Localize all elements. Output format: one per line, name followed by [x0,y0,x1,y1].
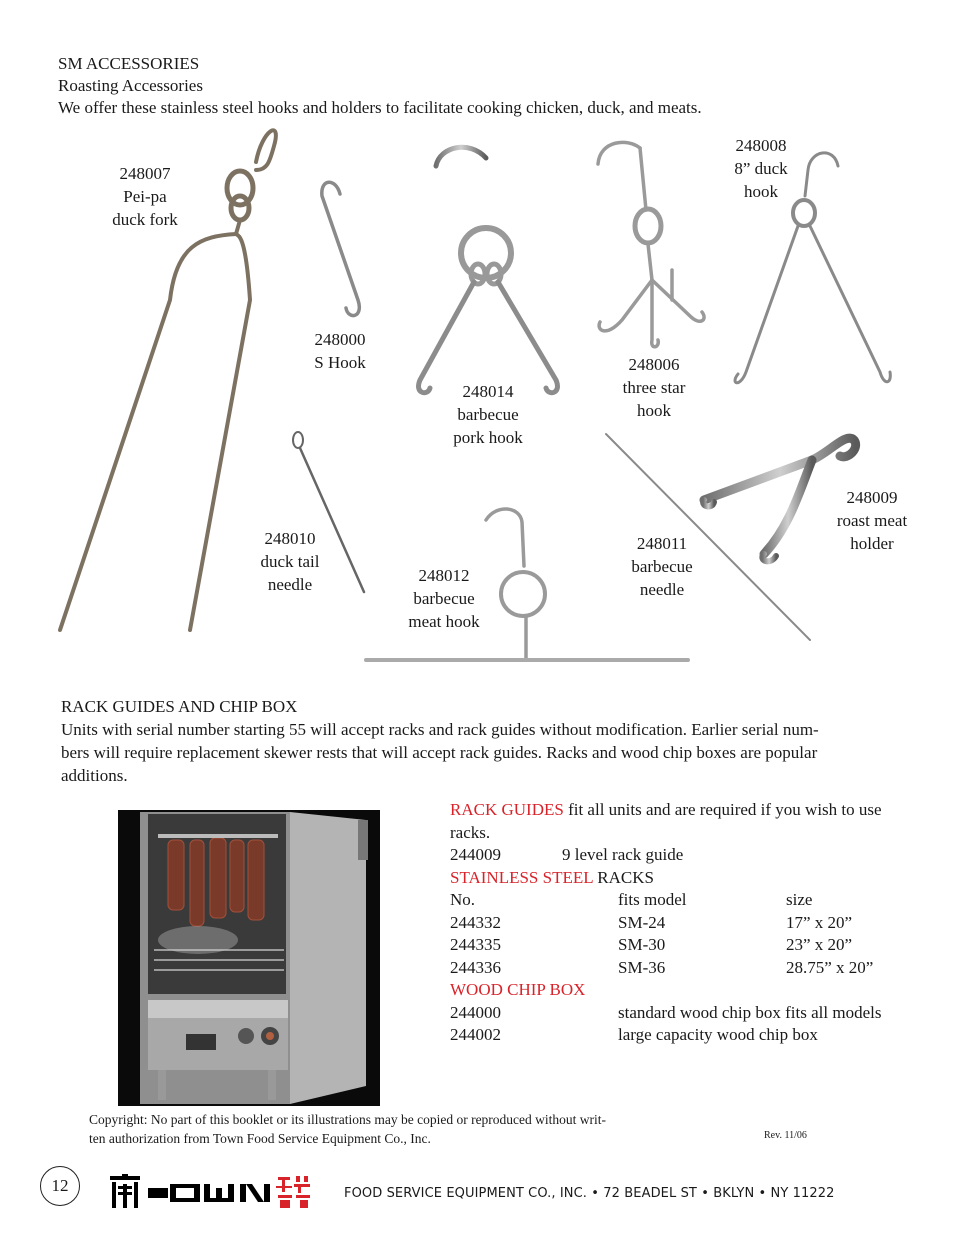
rack-section-line-1: Units with serial number starting 55 will accept racks and rack guides without modification. Earlier serial num- [61,720,819,739]
racks-table-header: No. fits model size [450,890,813,909]
section-title: SM ACCESSORIES [58,54,200,73]
item-caption-248007: 248007 Pei-pa duck fork [112,164,178,229]
logo-house-icon [110,1174,140,1208]
item-caption-248008: 248008 8” duck hook [734,136,788,201]
page-number: 12 [40,1166,80,1206]
item-caption-248014: 248014 barbecue pork hook [453,382,523,447]
item-caption-248006: 248006 three star hook [622,355,686,420]
item-caption-248009: 248009 roast meat holder [836,488,908,553]
stainless-label: STAINLESS STEEL [450,867,593,887]
subsection-title: Roasting Accessories [58,76,203,95]
table-row: 244332 SM-24 17” x 20” [450,912,853,932]
table-row: 244336 SM-36 28.75” x 20” [450,957,874,977]
smoker-photo [118,810,380,1106]
wood-chip-label: WOOD CHIP BOX [450,980,586,999]
table-row: 244000 standard wood chip box fits all models [450,1002,882,1022]
specs-panel [450,799,940,1047]
rack-section-title: RACK GUIDES AND CHIP BOX [61,697,298,716]
table-row: 244002 large capacity wood chip box [450,1025,818,1044]
copyright-notice: Copyright: No part of this booklet or its illustrations may be copied or reproduced without writ- ten authorization from Town Food Service Equipment Co., Inc. [89,1112,607,1146]
rack-section-line-2: bers will require replacement skewer rests that will accept rack guides. Racks and wood chip boxes are popular [61,743,818,762]
stainless-racks-line: STAINLESS STEEL RACKS [450,867,654,887]
s-hook-image [322,182,360,315]
item-caption-248000: 248000 S Hook [314,330,366,372]
rack-guides-line: RACK GUIDES fit all units and are required if you wish to use [450,800,882,819]
rack-guides-label: RACK GUIDES [450,800,564,819]
item-caption-248011: 248011 barbecue needle [631,534,693,599]
three-star-hook-image [598,142,704,346]
rack-section-line-3: additions. [61,766,128,785]
company-address: FOOD SERVICE EQUIPMENT CO., INC. • 72 BEADEL ST • BKLYN • NY 11222 [344,1186,835,1201]
item-caption-248012: 248012 barbecue meat hook [408,566,480,631]
town-logo [108,1174,336,1210]
rack-guides-line-2: racks. [450,822,491,842]
rack-guide-item: 244009 9 level rack guide [450,845,684,864]
item-caption-248010: 248010 duck tail needle [260,529,320,594]
revision-label: Rev. 11/06 [764,1130,807,1141]
table-row: 244335 SM-30 23” x 20” [450,935,853,954]
pork-hook-image [419,147,558,392]
intro-text: We offer these stainless steel hooks and holders to facilitate cooking chicken, duck, and meats. [58,98,702,117]
